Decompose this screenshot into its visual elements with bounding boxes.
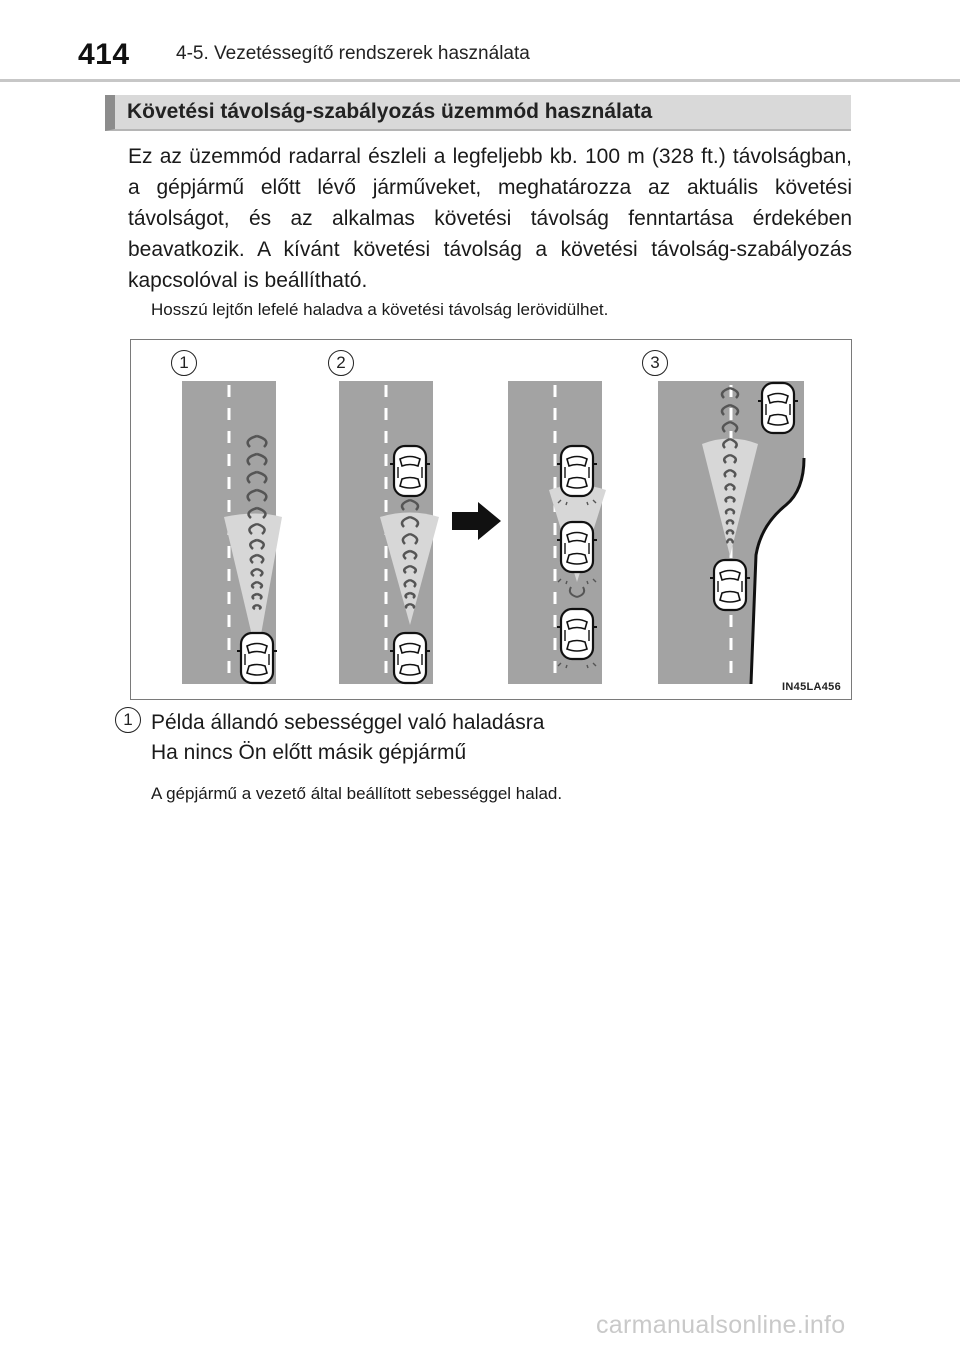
page-number: 414 [78,38,130,71]
watermark: carmanualsonline.info [596,1311,846,1339]
step-badge-1: 1 [171,350,197,376]
example-block [151,708,851,804]
note-text: Hosszú lejtőn lefelé haladva a követési távolság lerövidülhet. [151,300,609,319]
vehicle-ahead-icon [557,446,597,496]
road-scene-3 [508,381,606,684]
radar-illustration [131,340,853,701]
header-divider [0,79,960,82]
own-vehicle-icon [557,522,597,572]
illustration-figure [130,339,852,700]
following-vehicle-icon [557,609,597,659]
step-badge-3: 3 [642,350,668,376]
own-vehicle-icon [237,633,277,683]
road-scene-2 [339,381,439,684]
example-subtitle: Ha nincs Ön előtt másik gépjármű [151,741,467,764]
chapter-title: 4-5. Vezetéssegítő rendszerek használata [176,43,530,64]
section-heading: Követési távolság-szabályozás üzemmód használata [105,95,851,131]
merging-vehicle-icon [758,383,798,433]
example-note: A gépjármű a vezető által beállított sebességgel halad. [151,784,563,803]
arrow-right-icon [452,502,501,540]
road-scene-1 [182,381,282,684]
own-vehicle-icon [390,633,430,683]
step-badge-2: 2 [328,350,354,376]
example-badge: 1 [115,707,141,733]
body-paragraph: Ez az üzemmód radarral észleli a legfeljebb kb. 100 m (328 ft.) távolságban, a gépjármű előtt lévő járműveket, meghatározza az aktuális követési távolságot, és az alkalmas követési távolság fenntartása érdekében beavatkozik. A kívánt követési távolság a követési távolság-szabályozás kapcsolóval is beállítható. [128,145,852,292]
own-vehicle-icon [710,560,750,610]
vehicle-ahead-icon [390,446,430,496]
road-scene-4 [658,381,804,684]
example-title: Példa állandó sebességgel való haladásra [151,711,545,734]
figure-code: IN45LA456 [782,681,841,693]
